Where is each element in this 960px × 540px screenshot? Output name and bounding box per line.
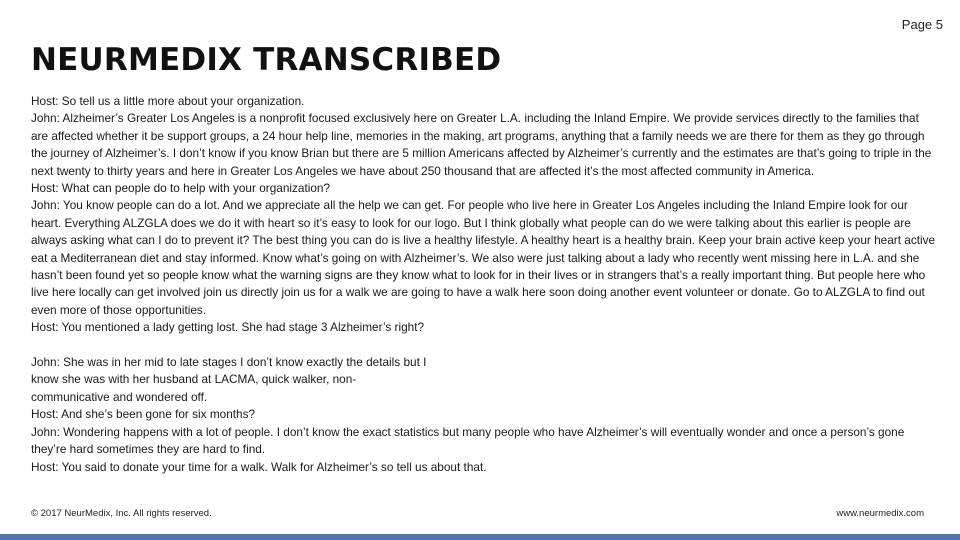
transcript-line: John: You know people can do a lot. And we appreciate all the help we can get. For people who live here in Greater Los Angeles including the Inland Empire look for our heart. Everything ALZGLA does we do it with heart so it’s easy to look for our logo. But I think globally what people can do we were talking about this earlier is people are always asking what can I do to prevent it? The best thing you can do is live a healthy lifestyle. A healthy heart is a healthy brain. Keep your brain active keep your heart active eat a Mediterranean diet and stay informed. Know what’s going on with Alzheimer’s. We also were just talking about a lady who recently went missing here in L.A. and she hasn’t been found yet so people know what the warning signs are they know what to look for in their lives or in strangers that’s a really important thing. But people here who live here locally can get involved join us directly join us for a walk we are going to have a walk here soon doing another event volunteer or donate. Go to ALZGLA to find out even more of those opportunities. xyxy=(31,198,939,317)
website-link[interactable]: www.neurmedix.com xyxy=(836,508,924,519)
paragraph-gap xyxy=(31,337,936,354)
transcript-line: John: She was in her mid to late stages I don’t know exactly the details but I know she was with her husband at LACMA, quick walker, non- communicative and wondered off. xyxy=(31,355,427,404)
page-title: NEURMEDIX TRANSCRIBED xyxy=(31,42,502,78)
bottom-accent-bar xyxy=(0,534,960,540)
transcript-line: Host: What can people do to help with your organization? xyxy=(31,181,331,196)
copyright-notice: © 2017 NeurMedix, Inc. All rights reserved. xyxy=(31,508,212,519)
transcript-body xyxy=(31,93,939,476)
transcript-line: Host: And she’s been gone for six months? xyxy=(31,407,256,422)
transcript-line: John: Wondering happens with a lot of people. I don’t know the exact statistics but many people who have Alzheimer’s will eventually wonder and once a person’s gone they’re hard sometimes they are hard to find. xyxy=(31,424,908,457)
transcript-line: Host: You mentioned a lady getting lost. She had stage 3 Alzheimer’s right? xyxy=(31,320,425,335)
transcript-line: John: Alzheimer’s Greater Los Angeles is a nonprofit focused exclusively here on Greater L.A. including the Inland Empire. We provide services directly to the families that are affected whether it be support groups, a 24 hour help line, memories in the making, art programs, anything that a family needs we are there for them as they go through the journey of Alzheimer’s. I don’t know if you know Brian but there are 5 million Americans affected by Alzheimer’s currently and the estimates are that’s going to triple in the next twenty to thirty years and here in Greater Los Angeles we have about 250 thousand that are affected it’s the most affected community in America. xyxy=(31,111,935,178)
transcript-line: Host: You said to donate your time for a walk. Walk for Alzheimer’s so tell us about that. xyxy=(31,459,487,474)
transcript-line: Host: So tell us a little more about your organization. xyxy=(31,94,305,108)
page-number: Page 5 xyxy=(901,17,943,32)
